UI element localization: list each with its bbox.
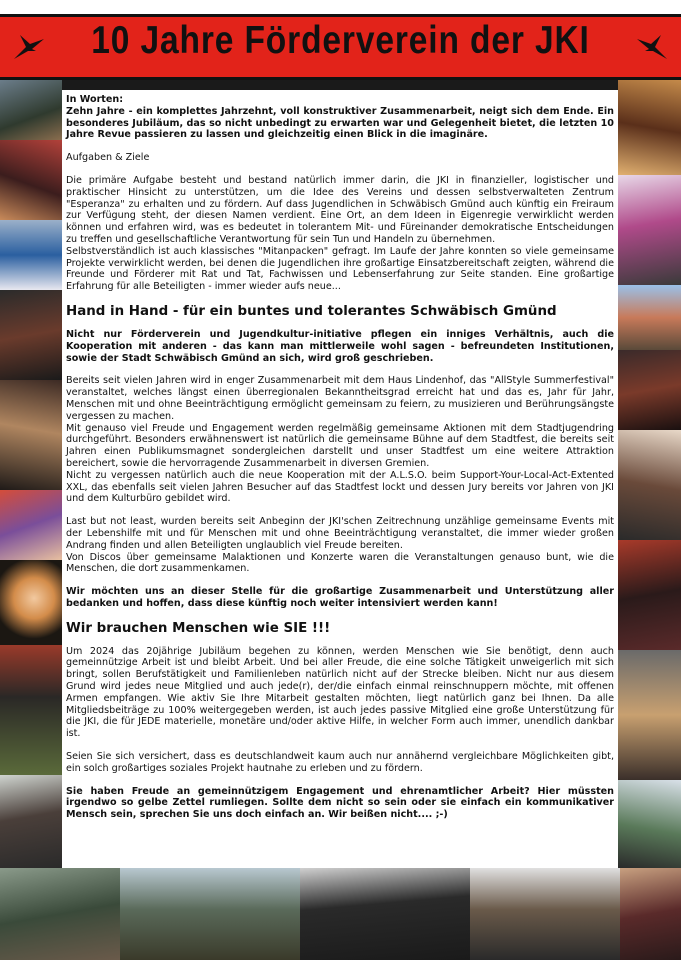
photo-bottom-2 <box>120 868 300 960</box>
photo-bottom-4 <box>470 868 620 960</box>
article-body <box>62 90 618 868</box>
photo-right-1 <box>618 80 681 175</box>
aufgaben-paragraph-1: Die primäre Aufgabe besteht und bestand natürlich immer darin, die JKI in finanzieller, logistischer und praktischer Hinsicht zu unterstützen, um die Idee des Vereins und dessen selbstverwalteten Zentrum "Esperanza" zu erhalten und zu fördern. Auf dass Jugendlichen in Schwäbisch Gmünd auch künftig ein Freiraum zur Verfügung steht, der diesen Namen verdient. Eine Ort, an dem Ideen in Eigenregie verwirklicht werden können und erfahren wird, was es bedeutet in tolerantem Mit- und Füreinander demokratische Entscheidungen zu treffen und gesellschaftliche Verantwortung für sein Tun und Handeln zu übernehmen. <box>66 174 614 245</box>
photo-left-4 <box>0 290 62 380</box>
hand-in-hand-paragraph-3: Nicht zu vergessen natürlich auch die neue Kooperation mit der A.L.S.O. beim Support-Your-Local-Act-Extented XXL, das ebenfalls seit vielen Jahren Besucher auf das Stadtfest lockt und dessen Jury bereits vor Jahren von JKI und dem Kulturbüro gebildet wird. <box>66 469 614 505</box>
photo-right-5 <box>618 430 681 540</box>
intro-paragraph: Zehn Jahre - ein komplettes Jahrzehnt, voll konstruktiver Zusammenarbeit, neigt sich dem Ende. Ein besonderes Jubiläum, das so nicht unbedingt zu erwarten war und Gelegenheit bietet, die letzten 10 Jahre Revue passieren zu lassen und gleichzeitig einen Blick in die imaginäre. <box>66 105 614 141</box>
photo-left-7 <box>0 560 62 645</box>
photo-bottom-1 <box>0 868 120 960</box>
photo-left-9 <box>0 775 62 868</box>
top-white-strip <box>0 0 681 14</box>
title-banner <box>0 14 681 80</box>
photo-left-2 <box>0 140 62 220</box>
photo-left-1 <box>0 80 62 140</box>
photo-bottom-5 <box>620 868 681 960</box>
bird-silhouette-icon <box>12 31 46 61</box>
photo-left-6 <box>0 490 62 560</box>
aufgaben-paragraph-2: Selbstverständlich ist auch klassisches "Mitanpacken" gefragt. Im Laufe der Jahre konnten so viele gemeinsame Projekte verwirklicht werden, bei denen die Jugendlichen ihre großartige Einsatzbereitschaft zeigten, während die Freunde und Förderer mit Rat und Tat, Fachwissen und Lebenserfahrung zur Seite standen. Eine großartige Erfahrung für alle Beteiligten - immer wieder aufs neue... <box>66 245 614 293</box>
photo-right-2 <box>618 175 681 285</box>
section-heading-in-worten: In Worten: <box>66 94 124 105</box>
hand-in-hand-paragraph-4: Last but not least, wurden bereits seit Anbeginn der JKI'schen Zeitrechnung unzählige gemeinsame Events mit der Lebenshilfe mit und für Menschen mit und ohne Beeinträchtigung veranstaltet, die immer wieder großen Andrang finden und allen Beteiligten unglaublich viel Freude bereiten. <box>66 516 614 551</box>
wir-brauchen-paragraph-1: Um 2024 das 20jährige Jubiläum begehen zu können, werden Menschen wie Sie benötigt, denn auch gemeinnützige Arbeit ist und bleibt Arbeit. Und bei aller Freude, die eine solche Tätigkeit unweigerlich mit sich bringt, sollen Berufstätigkeit und Familienleben natürlich nicht auf der Strecke bleiben. Nicht nur aus diesem Grund wird jedes neue Mitglied und auch jede(r), der/die einfach einmal reinschnuppern möchte, mit offenen Armen empfangen. Wie aktiv Sie Ihre Mitarbeit gestalten möchten, liegt natürlich ganz bei Ihnen. Da alle Mitgliedsbeiträge zu 100% weitergegeben werden, ist auch jedes passive Mitglied eine große Unterstützung für die JKI, die für JEDE materielle, monetäre und/oder aktive Hilfe, in welcher Form auch immer, unendlich dankbar ist. <box>66 645 614 740</box>
photo-right-8 <box>618 780 681 868</box>
wir-brauchen-paragraph-2: Seien Sie sich versichert, dass es deutschlandweit kaum auch nur annähernd vergleichbare Möglichkeiten gibt, ein solch großartiges soziales Projekt hautnahe zu erleben und zu fördern. <box>66 751 614 774</box>
bird-silhouette-icon <box>635 31 669 61</box>
photo-right-4 <box>618 350 681 430</box>
photo-left-5 <box>0 380 62 490</box>
thanks-paragraph: Wir möchten uns an dieser Stelle für die großartige Zusammenarbeit und Unterstützung aller bedanken und hoffen, dass diese künftig noch weiter intensiviert werden kann! <box>66 586 614 609</box>
section-subheading-aufgaben: Aufgaben & Ziele <box>66 152 150 164</box>
photo-right-3 <box>618 285 681 350</box>
photo-right-7 <box>618 650 681 780</box>
photo-bottom-3 <box>300 868 470 960</box>
photo-left-8 <box>0 645 62 775</box>
section-heading-wir-brauchen: Wir brauchen Menschen wie SIE !!! <box>66 620 331 636</box>
photo-left-3 <box>0 220 62 290</box>
photo-right-6 <box>618 540 681 650</box>
hand-in-hand-paragraph-2: Mit genauso viel Freude und Engagement werden regelmäßig gemeinsame Aktionen mit dem Stadtjugendring durchgeführt. Besonders erwähnenswert ist natürlich die gemeinsame Bühne auf dem Stadtfest, die bereits seit Jahren einen Publikumsmagnet sondergleichen darstellt und unser Stadtfest um eine weitere Attraktion bereichert, sowie die hervorragende Zusammenarbeit in diversen Gremien. <box>66 422 614 469</box>
section-heading-hand-in-hand: Hand in Hand - für ein buntes und tolerantes Schwäbisch Gmünd <box>66 303 557 319</box>
closing-paragraph: Sie haben Freude an gemeinnützigem Engagement und ehrenamtlicher Arbeit? Hier müssten irgendwo so gelbe Zettel rumliegen. Sollte dem nicht so sein oder sie einfach ein kommunikativer Mensch sein, sprechen Sie uns doch einfach an. Wir beißen nicht.... ;-) <box>66 785 614 821</box>
hand-in-hand-lead: Nicht nur Förderverein und Jugendkultur-initiative pflegen ein inniges Verhältnis, auch die Kooperation mit anderen - das kann man mittlerweile wohl sagen - befreundeten Institutionen, sowie der Stadt Schwäbisch Gmünd an sich, wird groß geschrieben. <box>66 328 614 364</box>
hand-in-hand-paragraph-1: Bereits seit vielen Jahren wird in enger Zusammenarbeit mit dem Haus Lindenhof, das "AllStyle Summerfestival" veranstaltet, welches längst einen überregionalen Bekanntheitsgrad erreicht hat und das es, Jahr für Jahr, Menschen mit und ohne Beeinträchtigung ermöglicht gemeinsam zu feiern, zu musizieren und Berührungsängste vergessen zu machen. <box>66 375 614 422</box>
hand-in-hand-paragraph-5: Von Discos über gemeinsame Malaktionen und Konzerte waren die Veranstaltungen genauso bunt, wie die Menschen, die dort zusammenkamen. <box>66 551 614 575</box>
page-title: 10 Jahre Förderverein der JKI <box>91 19 590 62</box>
bottom-photo-strip <box>0 868 681 960</box>
